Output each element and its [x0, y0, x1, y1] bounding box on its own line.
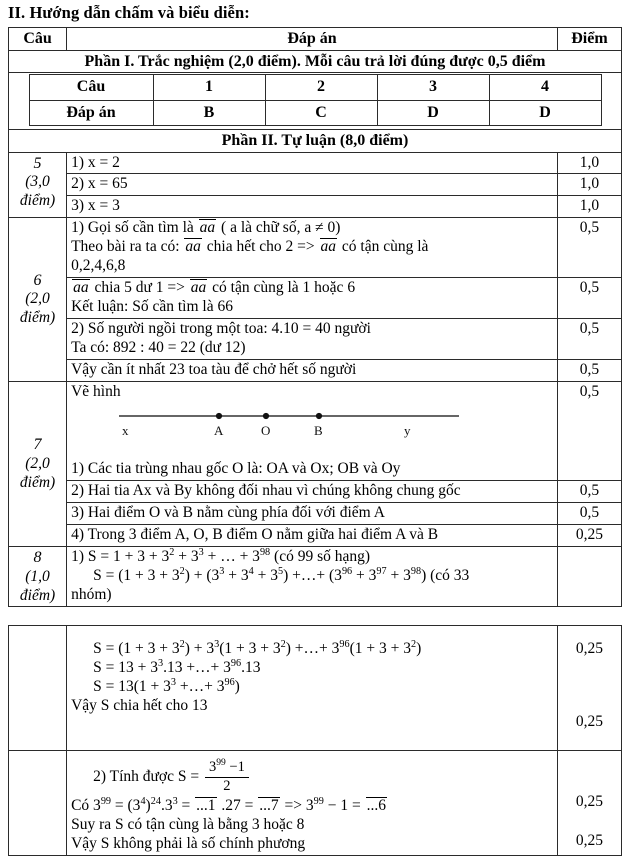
mc-row-label-question: Câu: [29, 75, 153, 101]
q6-row-1: [9, 218, 622, 278]
q5-number-cell: [9, 152, 67, 218]
q7-answer-3: 3) Hai điểm O và B nằm cùng phía đối với điểm A: [67, 503, 558, 525]
q5-row-2: [9, 174, 622, 196]
q6-b1-line2-a: Theo bài ra ta có:: [71, 238, 180, 256]
q8b-b2-l2-p2: = (3: [111, 797, 141, 815]
q8b-b2-l2-p5: =: [177, 797, 195, 815]
number-line-figure: [71, 402, 553, 450]
q8-b1-l1-suffix: (có 99 số hạng): [270, 548, 371, 566]
q5-points-1: 1,0: [557, 152, 621, 174]
q8b-b2-line3: Suy ra S có tận cùng là bằng 3 hoặc 8: [71, 816, 305, 834]
svg-text:y: y: [404, 423, 411, 439]
q8b-b1-spacer: [71, 716, 553, 738]
q8b-b1-line3: [71, 678, 553, 697]
svg-text:A: A: [214, 423, 224, 439]
q7-points-label-b: điểm): [19, 473, 56, 491]
q8-b1-l1-mid: + 3: [174, 548, 199, 566]
q8-points-label-b: điểm): [19, 586, 56, 604]
mc-question-3: 3: [377, 75, 489, 101]
q6-number: 6: [33, 271, 42, 289]
mc-answer-4: D: [489, 100, 601, 126]
q6-points-label-b: điểm): [19, 309, 56, 327]
mc-answer-row: [29, 100, 601, 126]
q8-b1-l2-p4: + 3: [253, 566, 279, 584]
q7-points-1: 0,5: [557, 381, 621, 481]
q8-points-label-a: (1,0: [25, 567, 50, 585]
q6-answer-block-3: [67, 318, 558, 359]
q7-number-cell: [9, 381, 67, 547]
q7-row-1: [9, 381, 622, 481]
q8b-b2-l2-s1: 99: [100, 796, 112, 808]
q7-answer-4: 4) Trong 3 điểm A, O, B điểm O nằm giữa hai điểm A và B: [67, 525, 558, 547]
part1-mc-row: [9, 73, 622, 130]
q8b-b1-l1-p3: (1 + 3 + 3: [219, 640, 281, 658]
q6-points-1: 0,5: [557, 218, 621, 278]
q5-points-label-a: (3,0: [25, 173, 50, 191]
q8-row-1: [9, 547, 622, 607]
answer-key-table-continued: [8, 625, 622, 856]
q8b-b1-l3-s1: 3: [170, 677, 176, 689]
q8b-b2-l2-o3: ...6: [366, 797, 386, 815]
q8-b1-l2-s4: 5: [278, 565, 284, 577]
q8b-row-1: [9, 626, 622, 751]
part2-title: Phần II. Tự luận (8,0 điểm): [9, 130, 622, 153]
fraction-denominator: 2: [223, 777, 231, 794]
q8-b1-line2: [71, 567, 553, 586]
part1-title: Phần I. Trắc nghiệm (2,0 điểm). Mỗi câu trả lời đúng được 0,5 điểm: [9, 50, 622, 73]
svg-text:x: x: [122, 423, 129, 439]
q6-b2-line1-b: có tận cùng là 1 hoặc 6: [212, 279, 356, 297]
q6-row-2: [9, 278, 622, 319]
frac-num-rest: −1: [225, 759, 245, 776]
q6-b1-line2-ovl1: aa: [185, 238, 201, 256]
q8b-points-cell-2: [557, 751, 621, 856]
q6-b1-line2-c: có tận cùng là: [341, 238, 429, 256]
q6-b1-line2-ovl2: aa: [320, 238, 337, 256]
q6-answer-block-1: [67, 218, 558, 278]
mc-question-row: [29, 75, 601, 101]
q8b-b2-line1: [71, 759, 553, 795]
q8b-b2-l2-o1: ...1: [196, 797, 216, 815]
q8-answer-block-1: [67, 547, 558, 607]
q5-points-3: 1,0: [557, 196, 621, 218]
q8b-b2-l2-p1: Có 3: [71, 797, 101, 815]
q8b-points-cell-1: [557, 626, 621, 751]
q8-b1-l2-p7: + 3: [386, 566, 411, 584]
mc-question-1: 1: [153, 75, 265, 101]
mc-answer-3: D: [377, 100, 489, 126]
q8b-b1-l1-p2: ) + 3: [184, 640, 215, 658]
mc-row-label-answer: Đáp án: [29, 100, 153, 126]
q8b-b2-l2-p4: .3: [160, 797, 173, 815]
q6-row-3: [9, 318, 622, 359]
q6-b2-line1-ovl2: aa: [190, 279, 207, 297]
page-title: II. Hướng dẫn chấm và biểu diễn:: [8, 3, 250, 22]
q7-number: 7: [33, 436, 42, 454]
q8-b1-l1-sup2: 3: [198, 546, 204, 558]
q8b-b2-l2-p7: => 3: [280, 797, 314, 815]
q8b-b1-l2-s1: 3: [157, 658, 164, 670]
q7-answer-block-1: [67, 381, 558, 481]
q5-number: 5: [33, 154, 42, 172]
q8-b1-l2-p5: ) +…+ (3: [283, 566, 342, 584]
q6-points-2: 0,5: [557, 278, 621, 319]
q8b-b1-l3-p3: ): [234, 678, 240, 696]
q7-spacer: [71, 452, 553, 460]
q5-points-label-b: điểm): [19, 192, 56, 209]
fraction-numerator: [205, 759, 249, 778]
q7-points-4: 0,25: [557, 525, 621, 547]
q6-row-4: [9, 359, 622, 381]
q8b-b1-l2-p3: .13: [241, 659, 261, 677]
q8b-b1-l1-p5: (1 + 3 + 3: [349, 640, 412, 658]
page-break-gap: [0, 607, 636, 625]
q8-b1-l1-mid2: + … + 3: [203, 548, 260, 566]
q7-answer-2: 2) Hai tia Ax và By không đối nhau vì chúng không chung gốc: [67, 481, 558, 503]
q8-b1-line3: nhóm): [71, 585, 112, 603]
q8b-points-1: 0,25: [575, 640, 603, 658]
q6-b2-line2: Kết luận: Số cần tìm là 66: [71, 297, 233, 315]
q8b-answer-block-2: [67, 751, 558, 856]
part1-title-row: [9, 50, 622, 73]
q8-b1-l2-s7: 98: [410, 565, 422, 577]
q6-b1-line1-overline: aa: [199, 219, 216, 237]
q6-number-cell: [9, 218, 67, 381]
q6-b2-line1: [71, 279, 553, 298]
q7-points-3: 0,5: [557, 503, 621, 525]
q8b-b1-l1-s2: 3: [214, 639, 220, 651]
q8b-points-4: 0,25: [575, 831, 603, 849]
q8b-b2-l2-p8: − 1 =: [323, 797, 365, 815]
frac-num-base: 3: [208, 759, 217, 776]
q7-points-label-a: (2,0: [25, 454, 50, 472]
q8b-b2-l2-o2: ...7: [259, 797, 279, 815]
q8-b1-l2-p3: + 3: [224, 566, 249, 584]
answer-key-page: [0, 3, 636, 865]
q8-b1-l1-prefix: 1) S = 1 + 3 + 3: [71, 548, 170, 566]
q8-b1-l2-s6: 97: [376, 565, 387, 577]
svg-text:O: O: [261, 423, 271, 439]
q8b-b1-l2-p1: S = 13 + 3: [93, 659, 158, 677]
q8-b1-l2-p2: ) + (3: [184, 566, 220, 584]
mc-answer-1: B: [153, 100, 265, 126]
q8b-b1-l1-s3: 2: [280, 639, 286, 651]
q6-b1-line1-a: 1) Gọi số cần tìm là: [71, 219, 194, 237]
q6-b3-line1: 2) Số người ngồi trong một toa: 4.10 = 40 người: [71, 319, 371, 337]
q8b-points-2: 0,25: [575, 713, 603, 731]
q5-row-1: [9, 152, 622, 174]
fraction: [205, 759, 249, 795]
q7-row-2: [9, 481, 622, 503]
q6-b1-line1-b: ( a là chữ số, a ≠ 0): [221, 219, 341, 237]
q6-b2-line1-ovl1: aa: [73, 279, 89, 297]
mc-answer-2: C: [265, 100, 377, 126]
q8-b1-l2-p8: ) (có 33: [421, 566, 470, 584]
q8b-b1-l1-s5: 2: [411, 639, 417, 651]
q7-b1-line1: 1) Các tia trùng nhau gốc O là: OA và Ox; OB và Oy: [71, 460, 401, 478]
header-cell-points: Điểm: [557, 28, 621, 51]
q8b-points-gap-3: [562, 812, 617, 832]
svg-text:B: B: [314, 423, 323, 439]
q8-b1-l2-p6: + 3: [352, 566, 377, 584]
q6-b2-line1-a: chia 5 dư 1 =>: [94, 279, 185, 297]
q6-b1-line1: [71, 219, 553, 238]
q8-number-cell: [9, 547, 67, 607]
q8b-b1-line1: [71, 640, 553, 659]
q8b-b1-l1-p4: ) +…+ 3: [285, 640, 340, 658]
q8b-b2-l2-p6: .27 =: [217, 797, 258, 815]
q7-row-3: [9, 503, 622, 525]
q8b-b1-l1-s1: 2: [179, 639, 185, 651]
table-header-row: [9, 28, 622, 51]
q8b-b2-line2: [71, 797, 553, 816]
q8b-points-gap-2: [562, 759, 617, 793]
q8b-b1-l3-p2: +…+ 3: [175, 678, 225, 696]
q8b-b2-l2-p3: ): [145, 797, 151, 815]
q6-points-label-a: (2,0: [25, 290, 50, 308]
q8-number: 8: [33, 549, 42, 567]
q6-answer-block-2: [67, 278, 558, 319]
q6-points-3: 0,5: [557, 318, 621, 359]
q8b-b2-l2-s2: 4: [140, 796, 146, 808]
q8b-points-gap: [562, 659, 617, 713]
q8b-row-2: [9, 751, 622, 856]
q8-b1-line1: [71, 548, 553, 567]
q6-b1-line3: 0,2,4,6,8: [71, 257, 126, 275]
q5-answer-3: 3) x = 3: [67, 196, 558, 218]
q8b-b2-l2-s3: 24: [150, 796, 161, 808]
multiple-choice-table: [29, 74, 602, 126]
q8b-number-cell-empty: [9, 626, 67, 751]
q6-points-4: 0,5: [557, 359, 621, 381]
q8b-b1-l2-p2: .13 +…+ 3: [163, 659, 231, 677]
q5-answer-2: 2) x = 65: [67, 174, 558, 196]
q8-points-1: [557, 547, 621, 607]
q8b-b1-line4: Vậy S chia hết cho 13: [71, 697, 208, 715]
q6-b1-line2: [71, 238, 553, 257]
q8-b1-l2-s2: 3: [219, 565, 225, 577]
q6-answer-block-4: Vậy cần ít nhất 23 toa tàu để chở hết số người: [67, 359, 558, 381]
part1-mc-wrapper: [9, 73, 622, 130]
q8b-b2-l2-s5: 99: [313, 796, 324, 808]
mc-question-2: 2: [265, 75, 377, 101]
number-line-svg: [71, 402, 491, 448]
q8-b1-l2-s5: 96: [341, 565, 353, 577]
mc-question-4: 4: [489, 75, 601, 101]
q8-b1-l2-s1: 2: [179, 565, 185, 577]
q5-row-3: [9, 196, 622, 218]
q8-b1-l2-p1: S = (1 + 3 + 3: [93, 566, 180, 584]
q8b-b1-l1-s4: 96: [339, 639, 350, 651]
q8b-b2-line4: Vậy S không phải là số chính phương: [71, 835, 306, 853]
q8b-b1-line2: [71, 659, 553, 678]
q8b-b1-l3-p1: S = 13(1 + 3: [93, 678, 171, 696]
q8b-b1-l1-p1: S = (1 + 3 + 3: [93, 640, 180, 658]
q8-b1-l1-sup3: 98: [259, 546, 271, 558]
header-cell-question: Câu: [9, 28, 67, 51]
q7-draw-label: Vẽ hình: [71, 382, 121, 400]
q8b-b1-l2-s2: 96: [230, 658, 242, 670]
q8b-answer-block-1: [67, 626, 558, 751]
q5-points-2: 1,0: [557, 174, 621, 196]
q6-b1-line2-b: chia hết cho 2 =>: [206, 238, 315, 256]
q8b-b1-l1-p6: ): [416, 640, 422, 658]
q8b-b2-l2-s4: 3: [172, 796, 178, 808]
answer-key-table-main: [8, 27, 622, 607]
q8-b1-l2-s3: 4: [248, 565, 254, 577]
part2-title-row: [9, 130, 622, 153]
q8b-b2-l1-prefix: 2) Tính được S =: [93, 768, 203, 786]
q8b-points-3: 0,25: [575, 793, 603, 811]
q5-answer-1: 1) x = 2: [67, 152, 558, 174]
header-cell-answer: Đáp án: [67, 28, 558, 51]
q8b-number-cell-empty-2: [9, 751, 67, 856]
q8b-b1-l3-s2: 96: [224, 677, 235, 689]
q8-b1-l1-sup1: 2: [169, 546, 175, 558]
q7-points-2: 0,5: [557, 481, 621, 503]
q7-row-4: [9, 525, 622, 547]
frac-num-sup: 99: [216, 757, 226, 769]
q6-b3-line2: Ta có: 892 : 40 = 22 (dư 12): [71, 338, 246, 356]
